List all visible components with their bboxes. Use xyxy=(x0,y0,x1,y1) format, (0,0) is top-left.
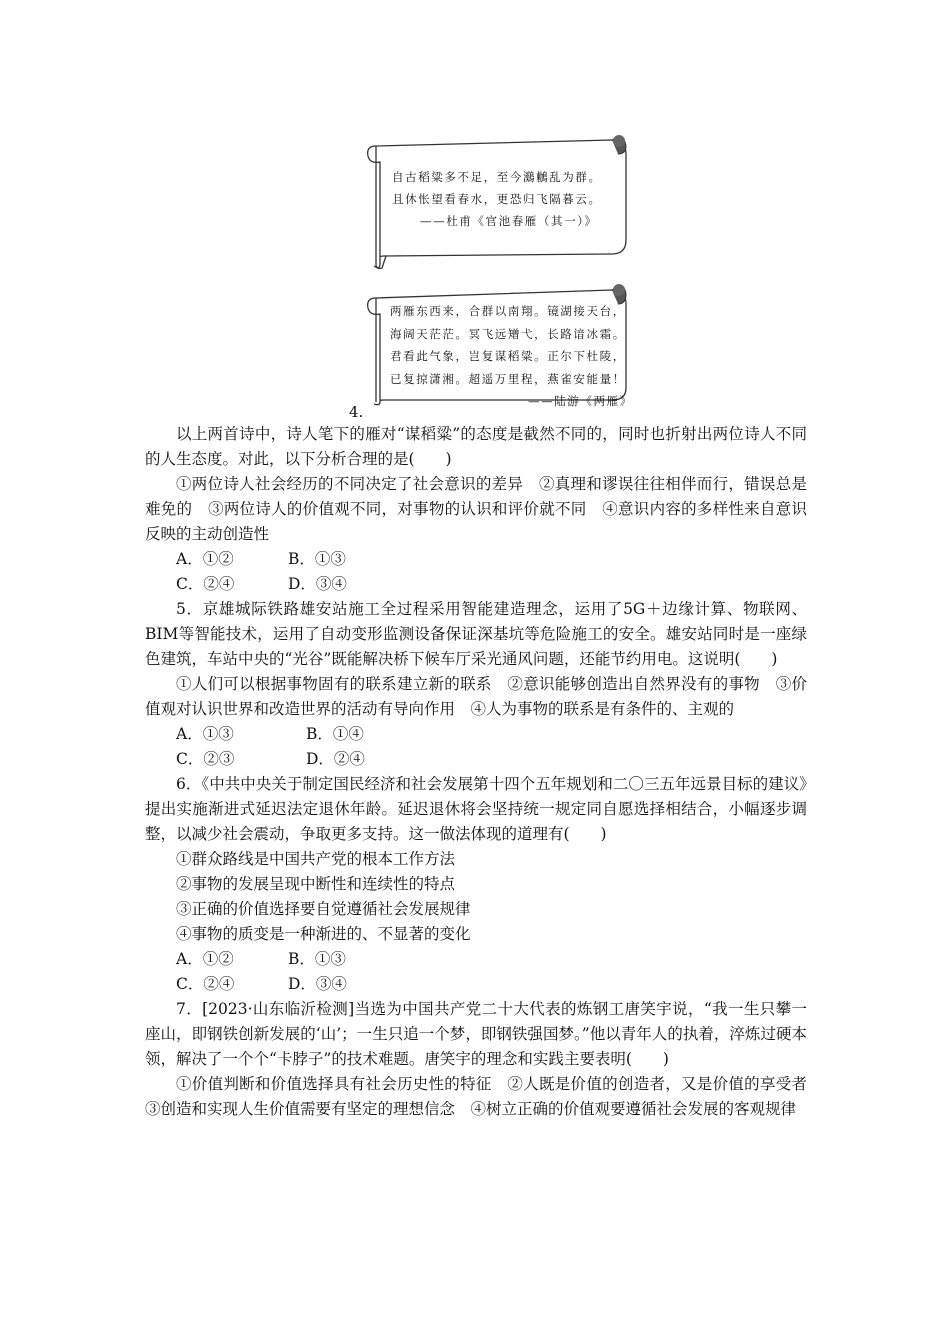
question-4-options-row-1 xyxy=(145,547,807,572)
poem-scroll-2 xyxy=(362,272,632,406)
poem-attribution: ——陆游《两雁》 xyxy=(528,394,633,408)
option-d[interactable]: D．③④ xyxy=(288,975,347,993)
poem-line: 自古稻粱多不足，至今鸂鶒乱为群。 xyxy=(392,170,602,184)
question-content xyxy=(145,422,823,1122)
option-d[interactable]: D．③④ xyxy=(288,575,347,593)
question-7-stem: 7．[2023·山东临沂检测]当选为中国共产党二十大代表的炼钢工唐笑宇说，“我一生只攀一座山，即钢铁创新发展的‘山’；一生只追一个梦，即钢铁强国梦。”他以青年人的执着，淬炼过硬本领，解决了一个个“卡脖子”的技术难题。唐笑宇的理念和实践主要表明( ) xyxy=(145,1000,807,1068)
option-b[interactable]: B．①③ xyxy=(288,950,346,968)
option-c[interactable]: C．②③ xyxy=(176,750,235,768)
option-c[interactable]: C．②④ xyxy=(176,975,235,993)
question-6-options-row-1 xyxy=(145,947,807,972)
question-5-stem: 5．京雄城际铁路雄安站施工全过程采用智能建造理念，运用了5G＋边缘计算、物联网、BIM等智能技术，运用了自动变形监测设备保证深基坑等危险施工的安全。雄安站同时是一座绿色建筑，车站中央的“光谷”既能解决桥下候车厅采光通风问题，还能节约用电。这说明( ) xyxy=(145,600,807,668)
option-c[interactable]: C．②④ xyxy=(176,575,235,593)
poem-line: 海阔天茫茫。冥飞远矰弋，长路谙冰霜。 xyxy=(390,326,626,341)
poem-attribution: ——杜甫《官池春雁（其一）》 xyxy=(420,214,598,228)
question-4-options-row-2 xyxy=(145,572,807,597)
question-5-options-row-2 xyxy=(145,747,807,772)
question-4-statements: ①两位诗人社会经历的不同决定了社会意识的差异 ②真理和谬误往往相伴而行，错误总是难免的 ③两位诗人的价值观不同，对事物的认识和评价就不同 ④意识内容的多样性来自意识反映的主动创造性 xyxy=(145,475,807,543)
option-a[interactable]: A．①② xyxy=(176,950,234,968)
option-d[interactable]: D．②④ xyxy=(306,750,365,768)
question-5-statements: ①人们可以根据事物固有的联系建立新的联系 ②意识能够创造出自然界没有的事物 ③价值观对认识世界和改造世界的活动有导向作用 ④人为事物的联系是有条件的、主观的 xyxy=(145,675,807,718)
question-6-options-row-2 xyxy=(145,972,807,997)
poem-scroll-1 xyxy=(362,128,632,270)
question-5-options-row-1 xyxy=(145,722,807,747)
question-4-stem: 以上两首诗中，诗人笔下的雁对“谋稻粱”的态度是截然不同的，同时也折射出两位诗人不同的人生态度。对此，以下分析合理的是( ) xyxy=(145,425,807,468)
option-b[interactable]: B．①③ xyxy=(288,550,346,568)
poem-line: 且休怅望看春水，更恐归飞隔暮云。 xyxy=(392,192,602,206)
option-b[interactable]: B．①④ xyxy=(306,725,364,743)
question-6-statement: ②事物的发展呈现中断性和连续性的特点 xyxy=(176,875,456,893)
question-6-statement: ①群众路线是中国共产党的根本工作方法 xyxy=(176,850,456,868)
question-6-statement: ④事物的质变是一种渐进的、不显著的变化 xyxy=(176,925,471,943)
poem-line: 君看此气象，岂复谋稻粱。正尔下杜陵， xyxy=(390,349,626,363)
question-6-statement: ③正确的价值选择要自觉遵循社会发展规律 xyxy=(176,900,471,918)
question-4-number: 4. xyxy=(349,403,364,421)
option-a[interactable]: A．①② xyxy=(176,550,234,568)
poem-line: 已复掠潇湘。超遥万里程，燕雀安能量！ xyxy=(390,371,626,386)
poem-line: 两雁东西来，合群以南翔。镜湖接天台， xyxy=(390,304,626,318)
question-6-stem: 6．《中共中央关于制定国民经济和社会发展第十四个五年规划和二〇三五年远景目标的建议》提出实施渐进式延迟法定退休年龄。延迟退休将会坚持统一规定同自愿选择相结合，小幅逐步调整，以减少社会震动，争取更多支持。这一做法体现的道理有( ) xyxy=(145,775,807,843)
question-7-statements: ①价值判断和价值选择具有社会历史性的特征 ②人既是价值的创造者，又是价值的享受者 ③创造和实现人生价值需要有坚定的理想信念 ④树立正确的价值观要遵循社会发展的客观规律 xyxy=(145,1075,823,1118)
option-a[interactable]: A．①③ xyxy=(176,725,234,743)
